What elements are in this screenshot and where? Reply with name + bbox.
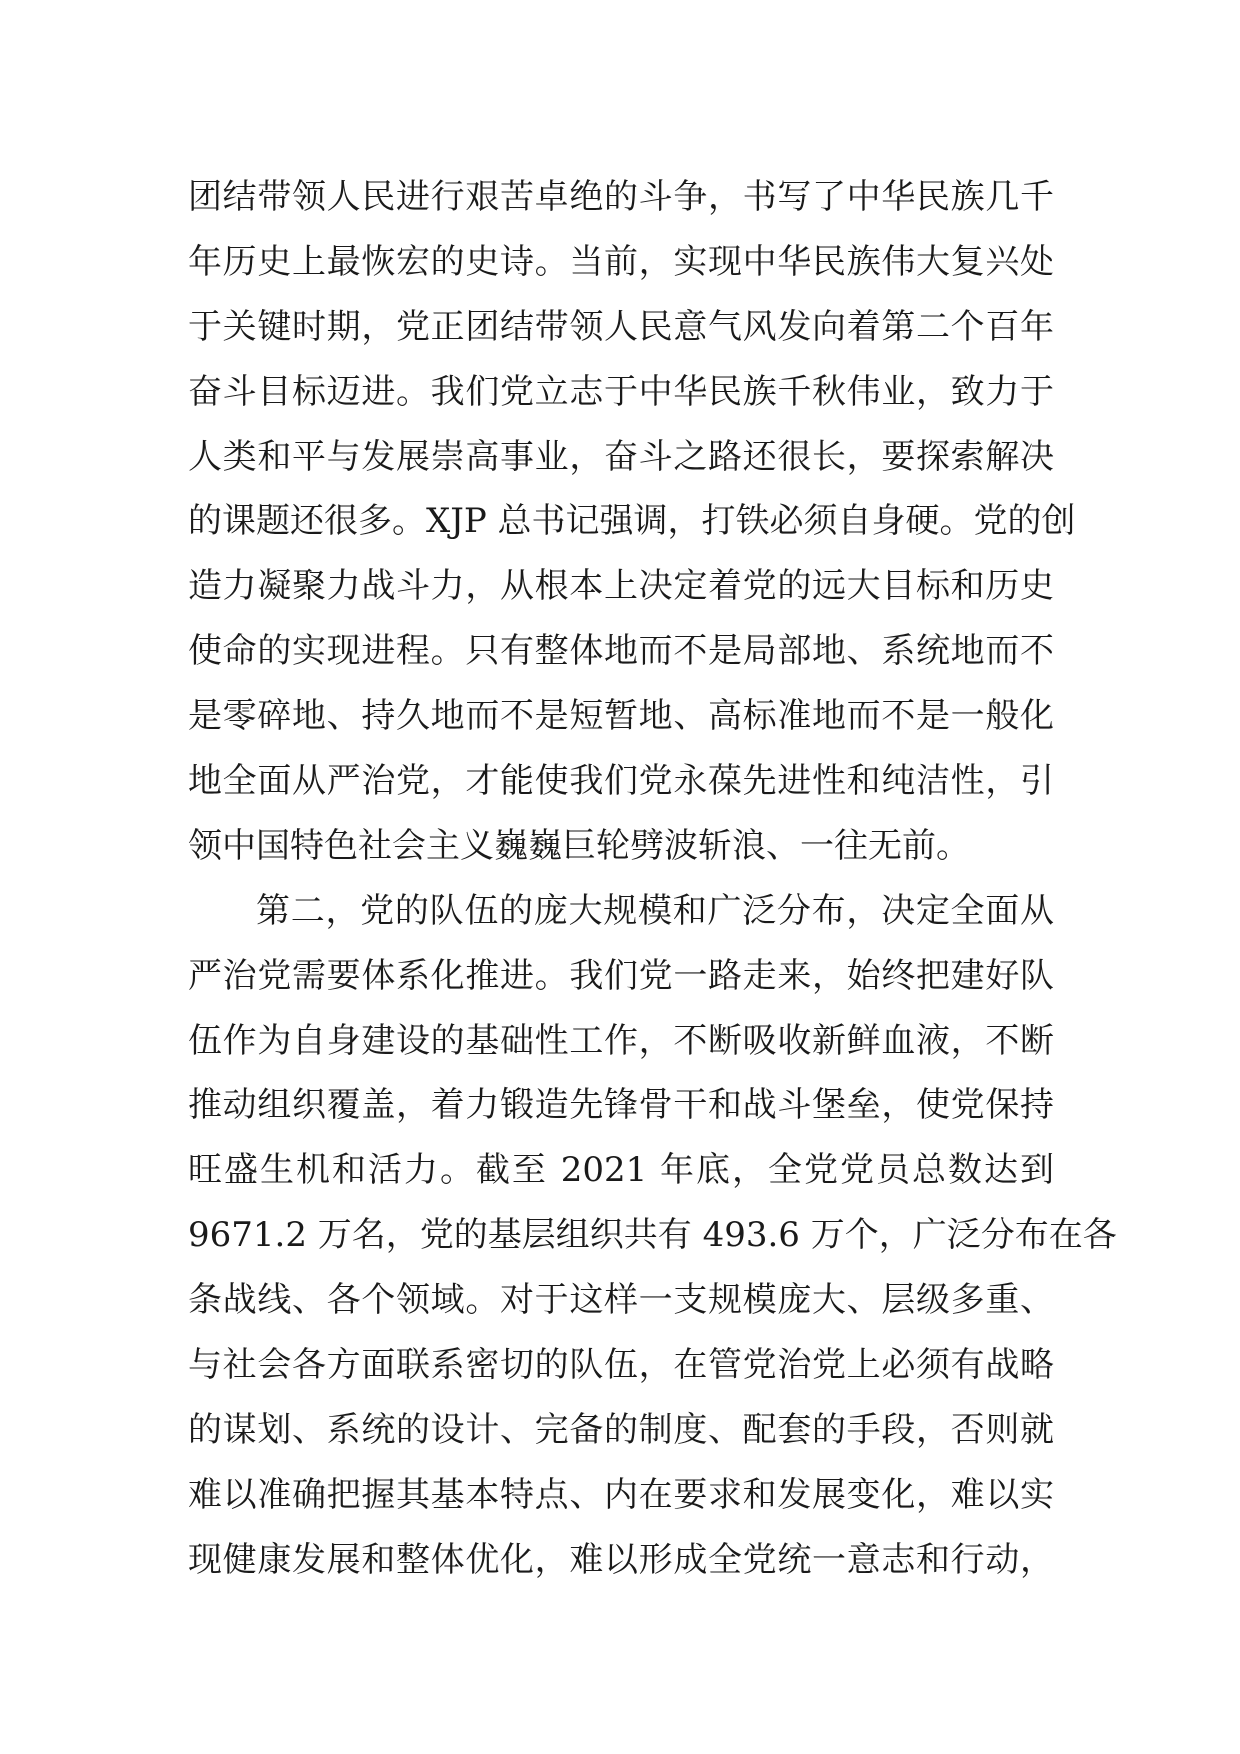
text-line: 年历史上最恢宏的史诗。当前，实现中华民族伟大复兴处 (188, 241, 1054, 282)
text-line: 的谋划、系统的设计、完备的制度、配套的手段，否则就 (188, 1409, 1054, 1450)
text-line: 9671.2 万名，党的基层组织共有 493.6 万个，广泛分布在各 (188, 1215, 1117, 1256)
text-line: 使命的实现进程。只有整体地而不是局部地、系统地而不 (188, 631, 1054, 672)
text-line: 领中国特色社会主义巍巍巨轮劈波斩浪、一往无前。 (188, 825, 970, 866)
text-line: 难以准确把握其基本特点、内在要求和发展变化，难以实 (188, 1474, 1054, 1515)
text-line: 伍作为自身建设的基础性工作，不断吸收新鲜血液，不断 (188, 1020, 1054, 1061)
text-line: 奋斗目标迈进。我们党立志于中华民族千秋伟业，致力于 (188, 371, 1054, 412)
text-line: 严治党需要体系化推进。我们党一路走来，始终把建好队 (188, 955, 1054, 996)
text-line: 人类和平与发展崇高事业，奋斗之路还很长，要探索解决 (188, 436, 1054, 477)
text-line: 的课题还很多。XJP 总书记强调，打铁必须自身硬。党的创 (188, 501, 1076, 542)
text-line: 与社会各方面联系密切的队伍，在管党治党上必须有战略 (188, 1345, 1054, 1386)
text-line: 是零碎地、持久地而不是短暂地、高标准地而不是一般化 (188, 696, 1054, 737)
text-line: 团结带领人民进行艰苦卓绝的斗争，书写了中华民族几千 (188, 177, 1054, 217)
text-line: 旺盛生机和活力。截至 2021 年底，全党党员总数达到 (188, 1150, 1054, 1191)
document-body (188, 165, 1117, 1593)
text-line: 条战线、各个领域。对于这样一支规模庞大、层级多重、 (188, 1280, 1054, 1321)
text-line: 地全面从严治党，才能使我们党永葆先进性和纯洁性，引 (188, 761, 1054, 802)
text-line: 造力凝聚力战斗力，从根本上决定着党的远大目标和历史 (188, 566, 1054, 607)
text-line: 推动组织覆盖，着力锻造先锋骨干和战斗堡垒，使党保持 (188, 1085, 1054, 1126)
paragraph-start-line: 第二，党的队伍的庞大规模和广泛分布，决定全面从 (256, 890, 1054, 931)
text-line: 现健康发展和整体优化，难以形成全党统一意志和行动， (188, 1539, 1054, 1580)
text-line: 于关键时期，党正团结带领人民意气风发向着第二个百年 (188, 306, 1054, 347)
